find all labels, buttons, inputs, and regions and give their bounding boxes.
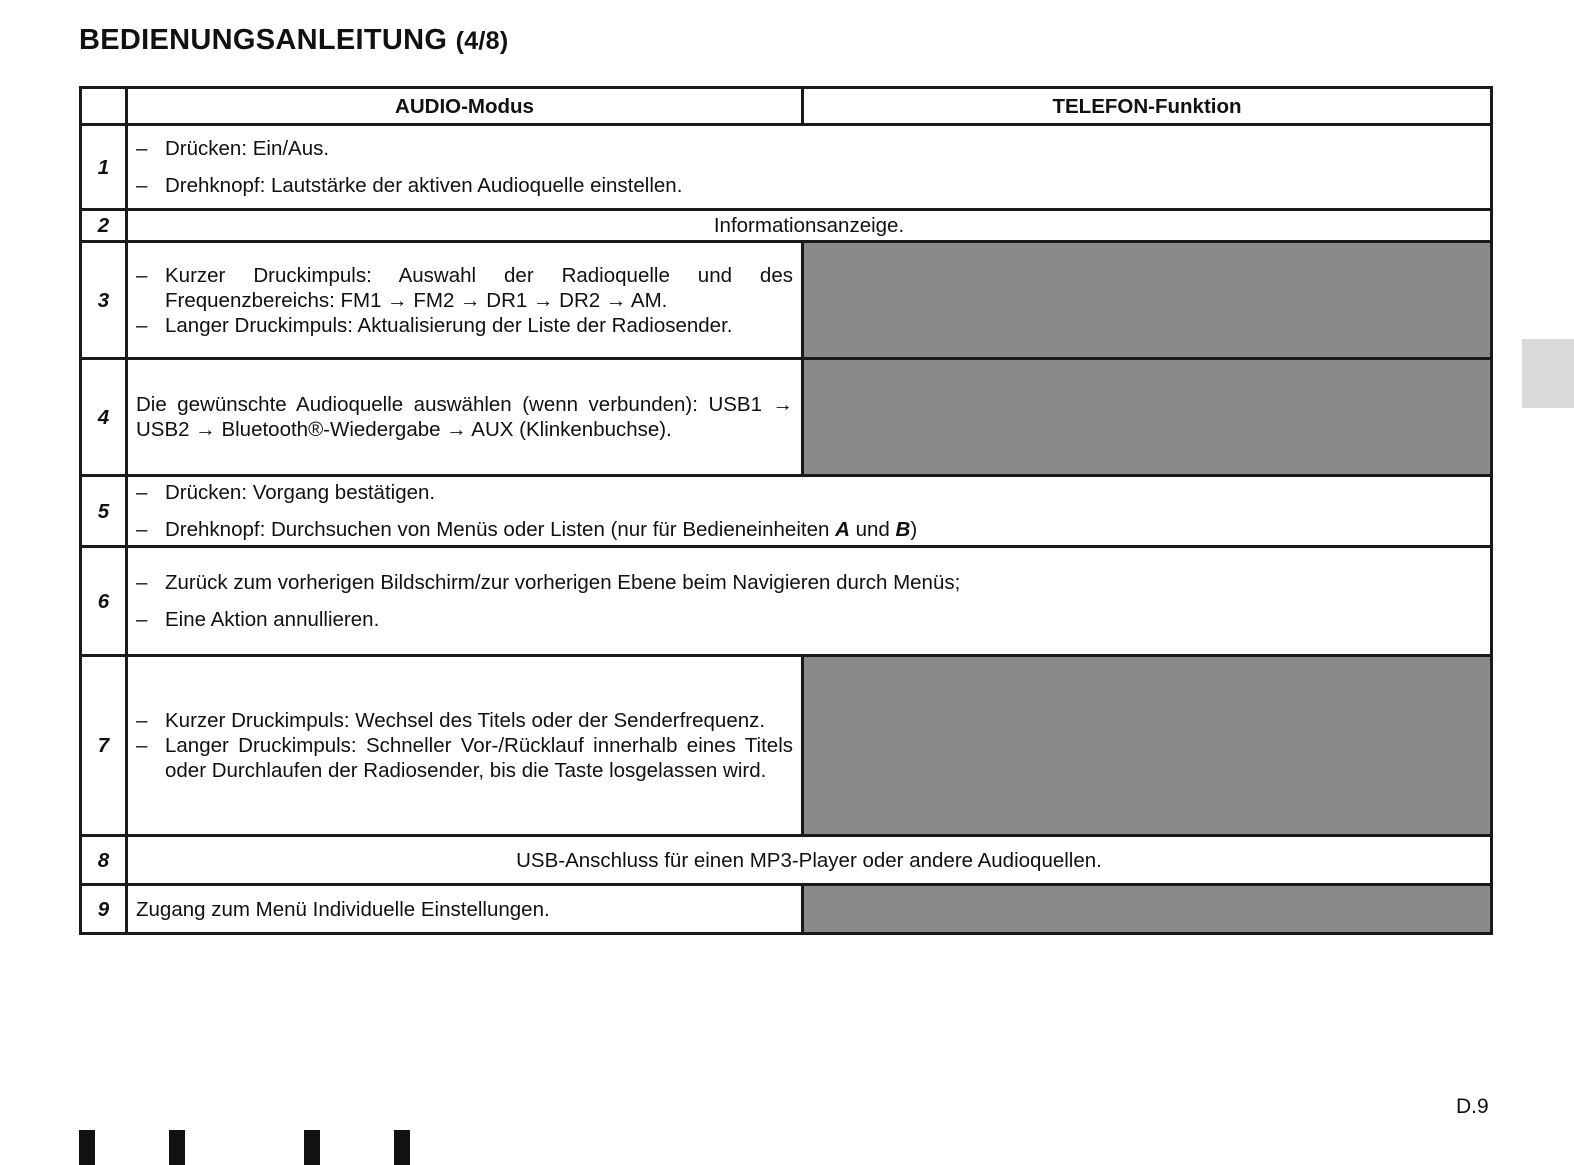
item-text: Drücken: Vorgang bestätigen. bbox=[165, 481, 436, 504]
item-text: Drücken: Ein/Aus. bbox=[165, 137, 330, 160]
item-text: Kurzer Druckimpuls: Auswahl der Radioquelle und des Frequenzbereichs: FM1 → FM2 → DR1 → DR2 → AM. bbox=[165, 263, 793, 312]
row-content bbox=[127, 125, 1492, 210]
page-title-text: BEDIENUNGSANLEITUNG bbox=[79, 24, 448, 56]
table-row bbox=[81, 242, 1492, 359]
phone-cell-unavailable bbox=[803, 656, 1492, 836]
item-text: Langer Druckimpuls: Schneller Vor-/Rücklauf innerhalb eines Titels oder Durchlaufen der Radiosender, bis die Taste losgelassen wird. bbox=[165, 734, 793, 782]
phone-cell-unavailable bbox=[803, 885, 1492, 934]
item-text-start: Drehknopf: Durchsuchen von Menüs oder Listen (nur für Bedieneinheiten bbox=[165, 518, 836, 541]
unit-a-label: A bbox=[835, 518, 850, 541]
list-item bbox=[136, 517, 1482, 542]
crop-mark bbox=[394, 1130, 410, 1165]
list-item bbox=[136, 733, 793, 783]
phone-cell-unavailable bbox=[803, 359, 1492, 476]
item-text: Eine Aktion annullieren. bbox=[165, 608, 380, 631]
audio-cell bbox=[127, 656, 803, 836]
list-item bbox=[136, 480, 1482, 505]
table-row bbox=[81, 656, 1492, 836]
list-item bbox=[136, 607, 1482, 632]
page-title bbox=[79, 24, 508, 57]
table-row bbox=[81, 547, 1492, 656]
crop-mark bbox=[304, 1130, 320, 1165]
row-number: 6 bbox=[81, 547, 127, 656]
table-row bbox=[81, 210, 1492, 242]
item-text-mid: und bbox=[849, 518, 896, 541]
item-text: Langer Druckimpuls: Aktualisierung der Liste der Radiosender. bbox=[165, 313, 733, 337]
table-row bbox=[81, 359, 1492, 476]
row-number: 7 bbox=[81, 656, 127, 836]
header-audio-mode: AUDIO-Modus bbox=[127, 88, 803, 125]
dash-bullet: – bbox=[136, 709, 148, 732]
dash-bullet: – bbox=[136, 518, 148, 541]
dash-bullet: – bbox=[136, 481, 148, 504]
header-row bbox=[81, 88, 1492, 125]
list-item bbox=[136, 136, 1482, 161]
page-number: D.9 bbox=[1456, 1095, 1489, 1118]
dash-bullet: – bbox=[136, 263, 148, 287]
row-content: Informationsanzeige. bbox=[127, 210, 1492, 242]
audio-cell: Die gewünschte Audioquelle auswählen (wenn verbunden): USB1 → USB2 → Bluetooth®-Wiedergabe → AUX (Klinkenbuchse). bbox=[127, 359, 803, 476]
row-number: 2 bbox=[81, 210, 127, 242]
item-text-end: ) bbox=[910, 518, 918, 541]
dash-bullet: – bbox=[136, 137, 148, 160]
crop-mark bbox=[79, 1130, 95, 1165]
controls-table bbox=[79, 86, 1493, 935]
header-number bbox=[81, 88, 127, 125]
audio-cell bbox=[127, 242, 803, 359]
item-text: Kurzer Druckimpuls: Wechsel des Titels oder der Senderfrequenz. bbox=[165, 709, 766, 732]
row-content bbox=[127, 476, 1492, 547]
crop-mark bbox=[169, 1130, 185, 1165]
row-content: USB-Anschluss für einen MP3-Player oder andere Audioquellen. bbox=[127, 836, 1492, 885]
dash-bullet: – bbox=[136, 734, 148, 757]
list-item bbox=[136, 708, 793, 733]
dash-bullet: – bbox=[136, 571, 148, 594]
unit-b-label: B bbox=[895, 518, 911, 541]
table-row bbox=[81, 885, 1492, 934]
table-row bbox=[81, 125, 1492, 210]
item-text: Drehknopf: Lautstärke der aktiven Audioquelle einstellen. bbox=[165, 174, 683, 197]
list-item bbox=[136, 173, 1482, 198]
audio-cell: Zugang zum Menü Individuelle Einstellungen. bbox=[127, 885, 803, 934]
list-item bbox=[136, 263, 793, 313]
dash-bullet: – bbox=[136, 608, 148, 631]
dash-bullet: – bbox=[136, 313, 148, 337]
list-item bbox=[136, 570, 1482, 595]
header-phone-function: TELEFON-Funktion bbox=[803, 88, 1492, 125]
list-item bbox=[136, 313, 793, 338]
item-text: Zurück zum vorherigen Bildschirm/zur vorherigen Ebene beim Navigieren durch Menüs; bbox=[165, 571, 961, 594]
row-number: 9 bbox=[81, 885, 127, 934]
dash-bullet: – bbox=[136, 174, 148, 197]
row-number: 4 bbox=[81, 359, 127, 476]
table-row bbox=[81, 836, 1492, 885]
row-number: 3 bbox=[81, 242, 127, 359]
row-content bbox=[127, 547, 1492, 656]
phone-cell-unavailable bbox=[803, 242, 1492, 359]
row-number: 5 bbox=[81, 476, 127, 547]
page-title-part: (4/8) bbox=[455, 27, 509, 55]
section-side-tab bbox=[1522, 339, 1574, 408]
table-row bbox=[81, 476, 1492, 547]
row-number: 8 bbox=[81, 836, 127, 885]
row-number: 1 bbox=[81, 125, 127, 210]
